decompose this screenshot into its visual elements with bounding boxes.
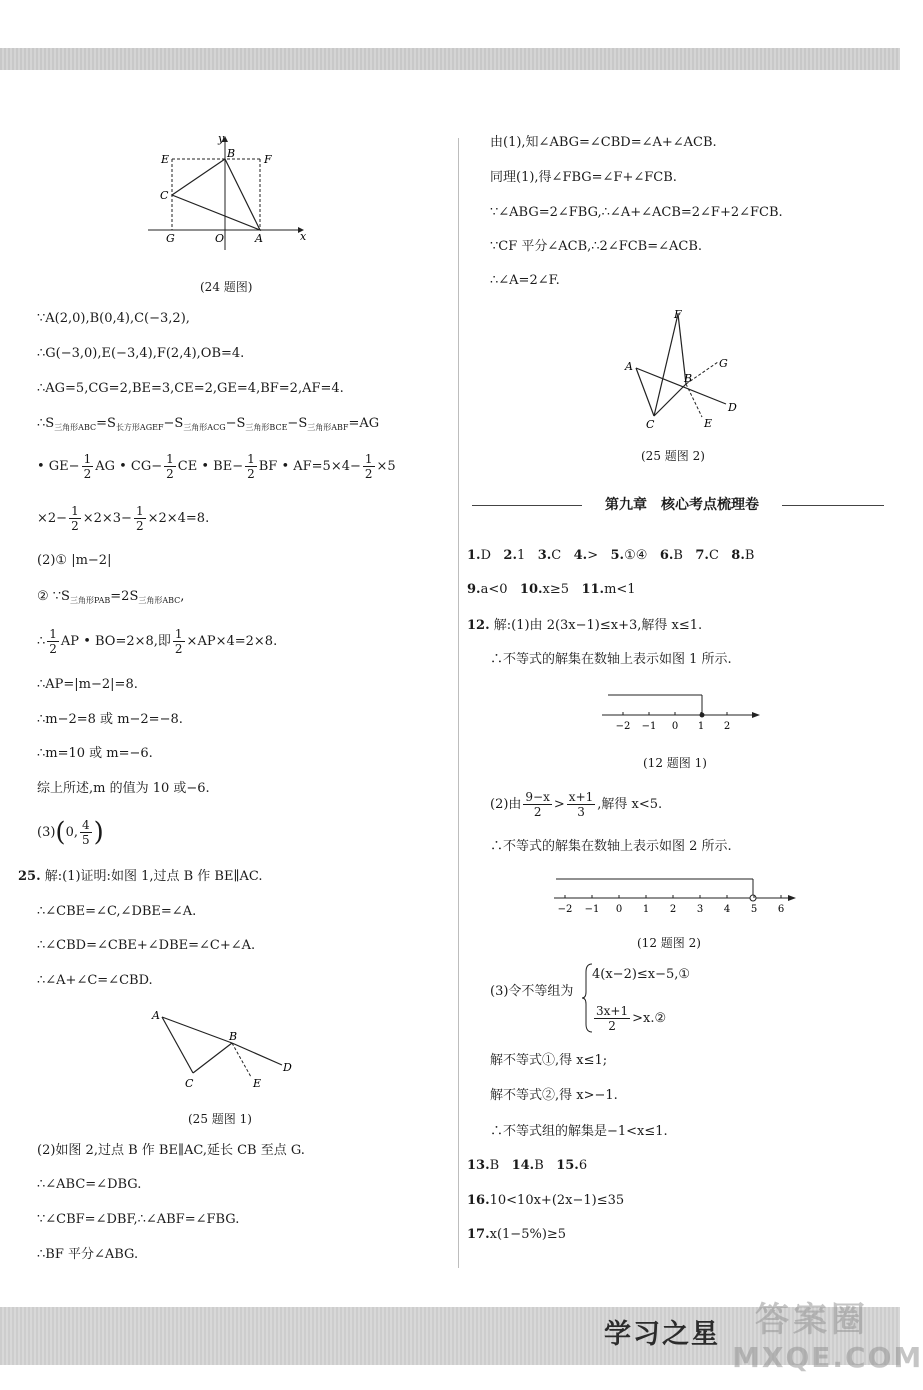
fig25a-label-b: B xyxy=(229,1030,238,1043)
nl2-tick-label: 6 xyxy=(777,904,785,915)
fig24-label-x: x xyxy=(300,230,307,243)
fig25b-label-f: F xyxy=(674,308,682,321)
answers-13-15: 13.B 14.B 15.6 xyxy=(467,1158,588,1173)
fig24-label-c: C xyxy=(160,189,169,202)
fig25b-label-g: G xyxy=(719,357,728,370)
watermark xyxy=(732,1300,923,1376)
watermark-top: 答案圈 xyxy=(755,1300,869,1340)
fig25b-caption: (25 题图 2) xyxy=(641,449,705,463)
line-l19: (2)如图 2,过点 B 作 BE∥AC,延长 CB 至点 G. xyxy=(37,1143,305,1158)
nl2-tick-label: −2 xyxy=(557,904,573,915)
figure-24 xyxy=(140,128,310,252)
nl1-tick-label: 0 xyxy=(671,721,679,732)
answer-17: 17.x(1−5%)≥5 xyxy=(467,1227,567,1242)
fig24-caption: (24 题图) xyxy=(200,280,253,294)
line-l10: ∴AP=|m−2|=8. xyxy=(37,677,138,692)
brand-title: 学习之星 xyxy=(604,1319,720,1350)
answers-1-8: 1.D 2.1 3.C 4.> 5.①④ 6.B 7.C 8.B xyxy=(467,548,755,563)
line-l8: ② $\because S_{三角形PAB}=2S_{三角形ABC}$, xyxy=(37,589,185,605)
line-l22: ∴BF 平分∠ABG. xyxy=(37,1247,139,1262)
fig25a-label-e: E xyxy=(253,1077,262,1090)
line-l1: ∵A(2,0),B(0,4),C(−3,2), xyxy=(37,311,190,326)
line-l11: ∴m−2=8 或 m−2=−8. xyxy=(37,712,183,727)
line-r12f: 解不等式②,得 x>−1. xyxy=(490,1088,618,1103)
nl2-tick-label: 1 xyxy=(642,904,650,915)
line-r5: ∴∠A=2∠F. xyxy=(490,273,560,288)
nl2-tick-label: 4 xyxy=(723,904,731,915)
fig25b-label-d: D xyxy=(728,401,737,414)
line-l16: ∴∠CBE=∠C,∠DBE=∠A. xyxy=(37,904,197,919)
nl1-tick-label: 1 xyxy=(697,721,705,732)
fig25a-caption: (25 题图 1) xyxy=(188,1112,252,1126)
line-r12e: 解不等式①,得 x≤1; xyxy=(490,1053,608,1068)
nl1-tick-label: 2 xyxy=(723,721,731,732)
fig24-label-e: E xyxy=(161,153,170,166)
line-l6: ×2− $\frac{1}{2}$ ×2×3− $\frac{1}{2}$ ×2×4=8. xyxy=(37,504,210,533)
chapter-heading xyxy=(472,494,884,516)
fig25b-label-a: A xyxy=(625,360,633,373)
line-r12b: (2)由 $\frac{9-x}{2}$ > $\frac{x+1}{3}$ ,解得 x<5. xyxy=(490,790,663,819)
nl2-tick-label: −1 xyxy=(584,904,600,915)
system-eq-2: $\frac{3x+1}{2}$ >x.② xyxy=(596,1004,667,1033)
line-l14: (3)(0, $\frac{4}{5}$ ) xyxy=(37,817,104,848)
nl2-tick-label: 2 xyxy=(669,904,677,915)
fig25a-label-d: D xyxy=(283,1061,292,1074)
system-eq-1: 4(x−2)≤x−5,① xyxy=(592,967,691,982)
line-l9: ∴ $\frac{1}{2}$ AP • BO=2×8,即 $\frac{1}{2}$ ×AP×4=2×8. xyxy=(37,627,278,656)
line-r12a: ∴不等式的解集在数轴上表示如图 1 所示. xyxy=(490,652,732,667)
number-line-2 xyxy=(550,874,800,918)
question-12: 12. 解:(1)由 2(3x−1)≤x+3,解得 x≤1. xyxy=(467,618,703,633)
line-r2: 同理(1),得∠FBG=∠F+∠FCB. xyxy=(490,170,677,185)
line-l5: • GE− $\frac{1}{2}$ AG • CG− $\frac{1}{2}$ CE • BE− $\frac{1}{2}$ BF • AF=5×4− $\frac{1}{2}$ ×5 xyxy=(37,452,396,481)
nl2-tick-label: 0 xyxy=(615,904,623,915)
fig25b-label-e: E xyxy=(704,417,713,430)
answer-16: 16.10<10x+(2x−1)≤35 xyxy=(467,1193,625,1208)
nl1-tick-label: −1 xyxy=(641,721,657,732)
line-l13: 综上所述,m 的值为 10 或−6. xyxy=(37,781,210,796)
line-l4: $\therefore S_{三角形ABC}=S_{长方形AGEF}-S_{三角形ACG}-S_{三角形BCE}-S_{三角形ABF}=AG$ xyxy=(37,416,380,432)
fig24-label-g: G xyxy=(166,232,175,245)
fig24-label-f: F xyxy=(264,153,272,166)
line-l7: (2)① |m−2| xyxy=(37,553,112,568)
fig24-label-b: B xyxy=(227,147,236,160)
line-r12d-label: (3)令不等组为 xyxy=(490,984,574,999)
line-l21: ∵∠CBF=∠DBF,∴∠ABF=∠FBG. xyxy=(37,1212,240,1227)
nl1-caption: (12 题图 1) xyxy=(643,756,707,770)
line-l18: ∴∠A+∠C=∠CBD. xyxy=(37,973,153,988)
chapter-title: 第九章 核心考点梳理卷 xyxy=(582,494,782,514)
figure-25-1 xyxy=(145,1005,300,1097)
line-r1: 由(1),知∠ABG=∠CBD=∠A+∠ACB. xyxy=(490,135,717,150)
fig25a-label-a: A xyxy=(152,1009,160,1022)
question-25: 25. 解:(1)证明:如图 1,过点 B 作 BE∥AC. xyxy=(18,869,263,884)
nl2-caption: (12 题图 2) xyxy=(637,936,701,950)
line-l12: ∴m=10 或 m=−6. xyxy=(37,746,153,761)
nl2-tick-label: 3 xyxy=(696,904,704,915)
fig25b-label-b: B xyxy=(684,372,693,385)
line-l3: ∴AG=5,CG=2,BE=3,CE=2,GE=4,BF=2,AF=4. xyxy=(37,381,344,396)
column-divider xyxy=(458,138,459,1268)
top-band xyxy=(0,48,900,70)
fig24-label-y: y xyxy=(218,132,225,145)
watermark-bottom: MXQE.COM xyxy=(732,1341,923,1374)
answers-9-11: 9.a<0 10.x≥5 11.m<1 xyxy=(467,582,636,597)
fig25a-label-c: C xyxy=(185,1077,194,1090)
nl2-tick-label: 5 xyxy=(750,904,758,915)
number-line-1 xyxy=(600,690,765,734)
fig24-label-a: A xyxy=(255,232,263,245)
fig25b-label-c: C xyxy=(646,418,655,431)
nl1-tick-label: −2 xyxy=(615,721,631,732)
line-r12g: ∴不等式组的解集是−1<x≤1. xyxy=(490,1124,668,1139)
line-r12c: ∴不等式的解集在数轴上表示如图 2 所示. xyxy=(490,839,732,854)
line-l2: ∴G(−3,0),E(−3,4),F(2,4),OB=4. xyxy=(37,346,245,361)
line-r4: ∵CF 平分∠ACB,∴2∠FCB=∠ACB. xyxy=(490,239,703,254)
line-l17: ∴∠CBD=∠CBE+∠DBE=∠C+∠A. xyxy=(37,938,256,953)
line-r3: ∵∠ABG=2∠FBG,∴∠A+∠ACB=2∠F+2∠FCB. xyxy=(490,205,783,220)
line-l20: ∴∠ABC=∠DBG. xyxy=(37,1177,142,1192)
fig24-label-o: O xyxy=(215,232,225,245)
figure-25-2 xyxy=(618,304,748,432)
